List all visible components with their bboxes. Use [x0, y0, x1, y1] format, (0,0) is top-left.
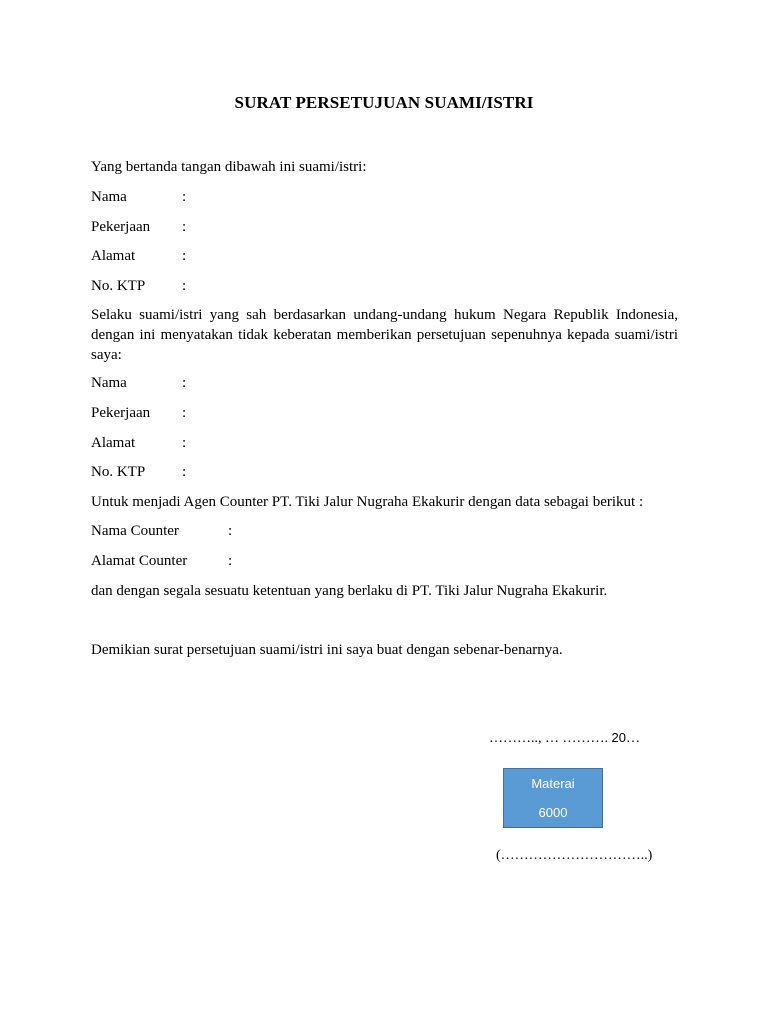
signature-line: (…………………………..): [496, 848, 653, 863]
document-title: SURAT PERSETUJUAN SUAMI/ISTRI: [234, 93, 534, 112]
field-label: No. KTP: [91, 278, 146, 294]
field-label: Nama: [91, 375, 127, 391]
field-colon: :: [182, 278, 187, 294]
field-row-nama-2: [91, 374, 186, 392]
materai-stamp-box: [503, 768, 603, 828]
terms-text: dan dengan segala sesuatu ketentuan yang berlaku di PT. Tiki Jalur Nugraha Ekakurir.: [91, 583, 608, 599]
field-colon: :: [182, 375, 187, 391]
field-colon: :: [228, 523, 233, 539]
date-line-suffix: …: [625, 731, 640, 746]
field-label: Pekerjaan: [91, 405, 151, 421]
field-colon: :: [182, 248, 187, 264]
field-row-pekerjaan-1: [91, 218, 186, 236]
field-label: Pekerjaan: [91, 219, 151, 235]
field-label: Alamat: [91, 435, 136, 451]
statement-paragraph: Selaku suami/istri yang sah berdasarkan undang-undang hukum Negara Republik Indonesia, dengan ini menyatakan tidak keberatan memberikan persetujuan sepenuhnya kepada suami/istri saya:: [91, 307, 678, 363]
purpose-text: Untuk menjadi Agen Counter PT. Tiki Jalur Nugraha Ekakurir dengan data sebagai berikut :: [91, 494, 644, 510]
field-row-nama-1: [91, 188, 186, 206]
intro-text: Yang bertanda tangan dibawah ini suami/istri:: [91, 159, 367, 175]
field-row-alamat-1: [91, 247, 186, 265]
field-row-ktp-2: [91, 463, 186, 481]
field-label: Alamat Counter: [91, 553, 188, 569]
stamp-label: Materai: [531, 776, 575, 791]
field-colon: :: [182, 219, 187, 235]
field-row-pekerjaan-2: [91, 404, 186, 422]
date-line-prefix: ……….., … ……….: [489, 731, 612, 746]
field-label: Nama: [91, 189, 127, 205]
field-row-nama-counter: [91, 522, 232, 540]
field-row-alamat-counter: [91, 552, 232, 570]
field-label: No. KTP: [91, 464, 146, 480]
field-label: Alamat: [91, 248, 136, 264]
date-line: [489, 730, 640, 747]
date-line-year: 20: [611, 730, 626, 745]
field-colon: :: [182, 435, 187, 451]
field-colon: :: [182, 464, 187, 480]
field-colon: :: [228, 553, 233, 569]
stamp-value: 6000: [538, 805, 568, 820]
field-label: Nama Counter: [91, 523, 179, 539]
field-row-alamat-2: [91, 434, 186, 452]
field-row-ktp-1: [91, 277, 186, 295]
closing-text: Demikian surat persetujuan suami/istri ini saya buat dengan sebenar-benarnya.: [91, 642, 563, 658]
field-colon: :: [182, 189, 187, 205]
field-colon: :: [182, 405, 187, 421]
